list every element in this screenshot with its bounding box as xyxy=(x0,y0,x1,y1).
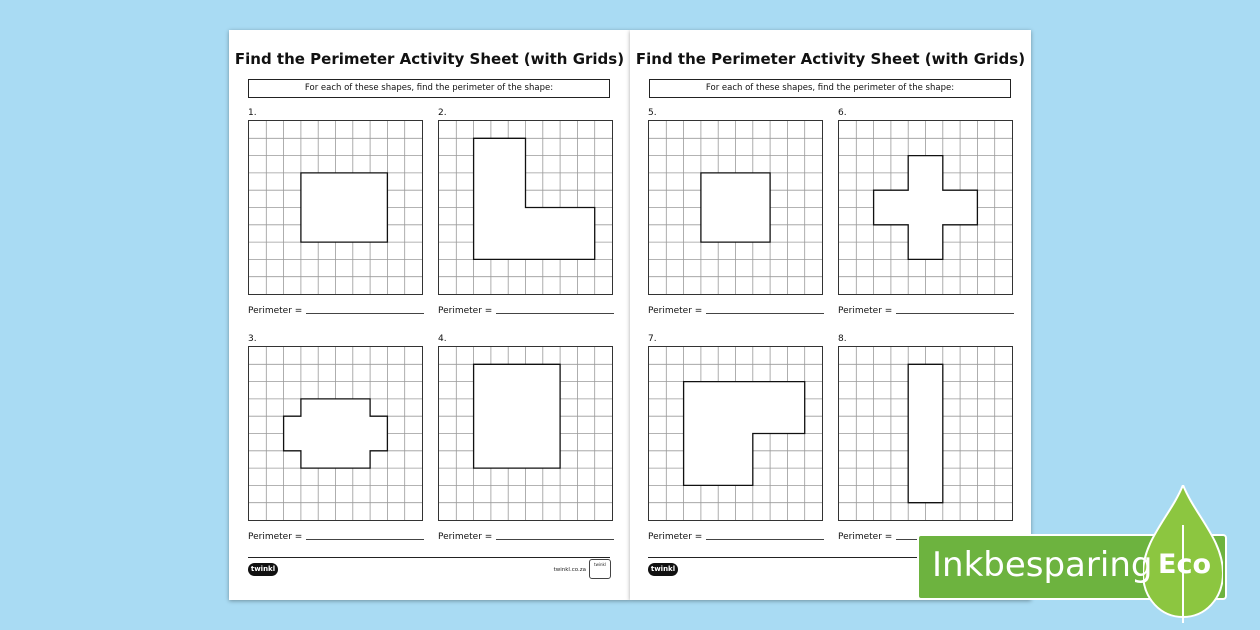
grid-lines xyxy=(439,347,612,520)
perimeter-answer-q2 xyxy=(438,306,614,316)
grid-q5 xyxy=(648,120,823,295)
grid-lines xyxy=(839,347,1012,520)
grid-q8 xyxy=(838,346,1013,521)
eco-label: Eco xyxy=(1158,549,1211,580)
perimeter-answer-q5 xyxy=(648,306,824,316)
question-number: 5. xyxy=(648,108,657,118)
question-number: 3. xyxy=(248,334,257,344)
answer-line[interactable] xyxy=(306,313,424,314)
shape-outline xyxy=(301,173,388,242)
question-number: 2. xyxy=(438,108,447,118)
shape-outline xyxy=(284,399,388,468)
perimeter-answer-q7 xyxy=(648,532,824,542)
answer-line[interactable] xyxy=(496,313,614,314)
perimeter-label: Perimeter = xyxy=(648,532,703,542)
grid-lines xyxy=(649,121,822,294)
shape-outline xyxy=(874,156,978,260)
perimeter-answer-q1 xyxy=(248,306,424,316)
question-number: 6. xyxy=(838,108,847,118)
perimeter-label: Perimeter = xyxy=(438,306,493,316)
answer-line[interactable] xyxy=(496,539,614,540)
answer-line[interactable] xyxy=(706,313,824,314)
perimeter-answer-q3 xyxy=(248,532,424,542)
worksheet-page-2 xyxy=(630,30,1031,600)
shape-outline xyxy=(908,364,943,502)
grid-q1 xyxy=(248,120,423,295)
answer-line[interactable] xyxy=(896,313,1014,314)
page-title: Find the Perimeter Activity Sheet (with Grids) xyxy=(234,50,625,68)
grid-q7 xyxy=(648,346,823,521)
instruction-box: For each of these shapes, find the perimeter of the shape: xyxy=(248,79,610,98)
grid-q4 xyxy=(438,346,613,521)
ink-saving-label: Inkbesparing xyxy=(932,545,1153,585)
perimeter-label: Perimeter = xyxy=(648,306,703,316)
grid-lines xyxy=(649,347,822,520)
grid-q2 xyxy=(438,120,613,295)
twinkl-logo: twinkl xyxy=(248,563,278,576)
answer-line[interactable] xyxy=(706,539,824,540)
instruction-box: For each of these shapes, find the perimeter of the shape: xyxy=(649,79,1011,98)
perimeter-label: Perimeter = xyxy=(248,306,303,316)
shape-outline xyxy=(474,138,595,259)
twinkl-logo: twinkl xyxy=(648,563,678,576)
question-number: 4. xyxy=(438,334,447,344)
grid-q3 xyxy=(248,346,423,521)
twinkl-badge-icon: twinkl xyxy=(589,559,611,579)
grid-lines xyxy=(439,121,612,294)
footer-divider xyxy=(248,557,610,558)
grid-lines xyxy=(839,121,1012,294)
worksheet-page-1 xyxy=(229,30,630,600)
grid-q6 xyxy=(838,120,1013,295)
shape-outline xyxy=(684,382,805,486)
perimeter-label: Perimeter = xyxy=(838,306,893,316)
footer-url: twinkl.co.za xyxy=(553,567,586,573)
page-title: Find the Perimeter Activity Sheet (with Grids) xyxy=(635,50,1026,68)
perimeter-label: Perimeter = xyxy=(438,532,493,542)
perimeter-label: Perimeter = xyxy=(838,532,893,542)
grid-lines xyxy=(249,347,422,520)
question-number: 8. xyxy=(838,334,847,344)
shape-outline xyxy=(701,173,770,242)
perimeter-label: Perimeter = xyxy=(248,532,303,542)
shape-outline xyxy=(474,364,560,468)
question-number: 7. xyxy=(648,334,657,344)
perimeter-answer-q6 xyxy=(838,306,1014,316)
answer-line[interactable] xyxy=(306,539,424,540)
perimeter-answer-q4 xyxy=(438,532,614,542)
grid-lines xyxy=(249,121,422,294)
question-number: 1. xyxy=(248,108,257,118)
